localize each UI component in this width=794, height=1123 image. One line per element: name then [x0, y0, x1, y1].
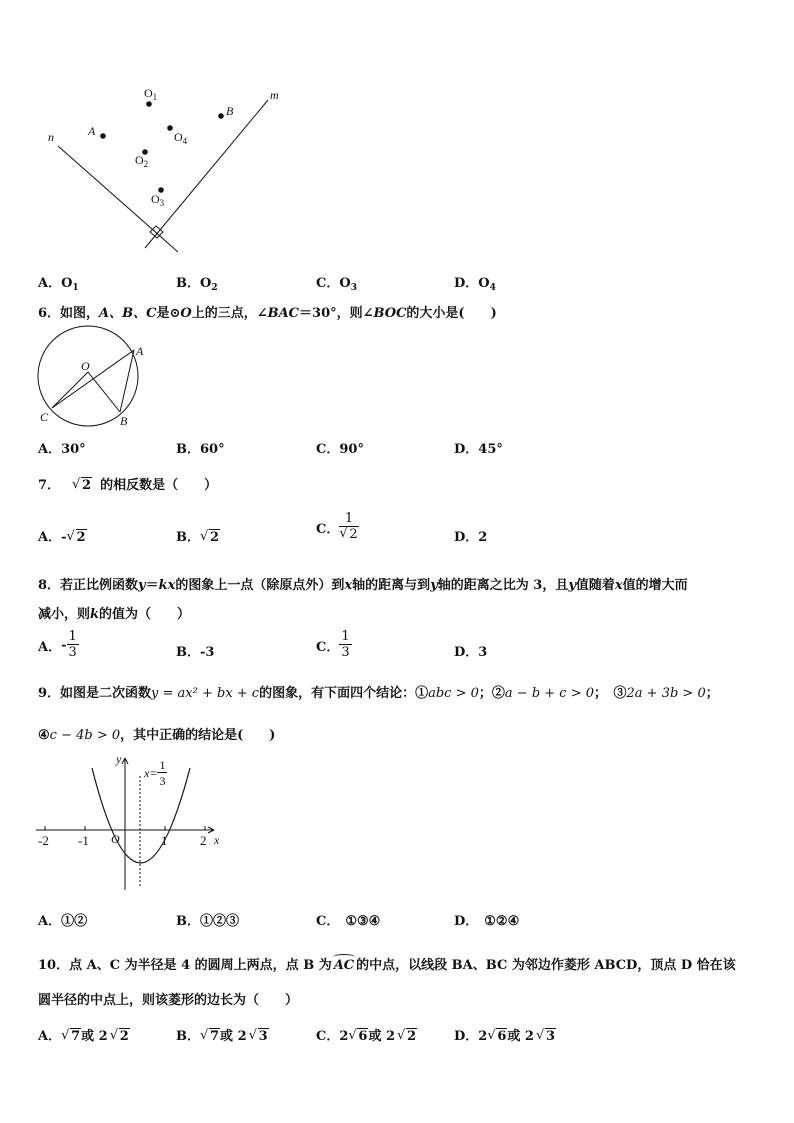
q8-option-a[interactable]: A．- $\frac{1}{3}$	[38, 629, 77, 660]
q6-figure	[0, 320, 160, 430]
q10-option-b[interactable]: B．√ 7或 2√ 3	[176, 1025, 269, 1044]
seg-OB	[88, 372, 120, 412]
point-O4	[167, 125, 173, 131]
q6-label-O: O	[81, 359, 90, 373]
q7-stem: 7．√ 2 的相反数是（ ）	[38, 474, 217, 493]
q6-option-d[interactable]: D．45°	[454, 442, 503, 457]
label-A: A	[88, 124, 96, 138]
q5-figure	[0, 0, 300, 270]
q6-stem: 6．如图，A、B、C是⊙O上的三点，∠BAC＝30°，则∠BOC的大小是( )	[38, 306, 497, 321]
label-O4: $O_4$	[174, 130, 188, 146]
q9-stem-line1: 9．如图是二次函数y = ax² + bx + c的图象，有下面四个结论：①abc > 0；②a − b + c > 0； ③2a + 3b > 0；	[38, 686, 719, 701]
q8-stem-line2: 减小，则k的值为（ ）	[38, 607, 191, 622]
line-m	[145, 100, 268, 248]
q6-label-A: A	[136, 344, 144, 358]
q8-stem-line1: 8．若正比例函数y＝kx的图象上一点（除原点外）到x轴的距离与到y轴的距离之比为 3，且y值随着x值的增大而	[38, 578, 688, 593]
q9-y-label: y	[116, 752, 122, 766]
seg-CA	[52, 350, 134, 408]
q9-option-a[interactable]: A．①②	[38, 914, 88, 929]
q9-option-d[interactable]: D． ①②④	[454, 914, 520, 929]
label-B: B	[226, 104, 234, 118]
q6-option-b[interactable]: B．60°	[176, 442, 225, 457]
q8-option-d[interactable]: D．3	[454, 645, 488, 660]
circle-O	[38, 326, 138, 426]
right-angle-mark	[150, 226, 163, 238]
q7-option-a[interactable]: A．-√ 2	[38, 526, 87, 545]
arc-ac: AC	[332, 958, 356, 973]
seg-OC	[52, 372, 88, 408]
parabola	[92, 768, 190, 863]
q7-option-c[interactable]: C． 1 √ 2	[316, 512, 359, 543]
q5-option-c[interactable]: C．$O_3$	[316, 276, 357, 293]
q6-label-B: B	[120, 414, 128, 428]
q10-option-d[interactable]: D．2√ 6或 2√ 3	[454, 1025, 556, 1044]
q9-origin-label: O	[111, 832, 120, 846]
point-A	[100, 133, 106, 139]
q10-stem-line1: 10．点 A、C 为半径是 4 的圆周上两点，点 B 为 AC 的中点，以线段 BA、BC 为邻边作菱形 ABCD，顶点 D 恰在该	[38, 954, 736, 973]
q9-x-label: x	[214, 833, 220, 847]
q9-graph	[0, 748, 240, 898]
q5-option-a[interactable]: A．$O_1$	[38, 276, 79, 293]
q8-option-c[interactable]: C． $\frac{1}{3}$	[316, 629, 350, 660]
q9-tick-label-m2: -2	[38, 833, 49, 848]
q6-option-c[interactable]: C．90°	[316, 442, 364, 457]
point-O1	[146, 101, 152, 107]
q6-label-C: C	[40, 410, 49, 424]
q10-option-c[interactable]: C．2√ 6或 2√ 2	[316, 1025, 417, 1044]
label-O1: $O_1$	[144, 86, 158, 102]
q9-option-c[interactable]: C． ①③④	[316, 914, 381, 929]
q9-option-b[interactable]: B．①②③	[176, 914, 240, 929]
q5-option-b[interactable]: B．$O_2$	[176, 276, 218, 293]
label-O3: $O_3$	[151, 192, 165, 208]
q7-option-b[interactable]: B．√ 2	[176, 526, 220, 545]
q9-tick-label-m1: -1	[78, 833, 89, 848]
q7-option-d[interactable]: D．2	[454, 530, 488, 545]
q9-tick-label-1: 1	[161, 833, 168, 848]
point-B	[218, 113, 224, 119]
q9-stem-line2: ④c − 4b > 0，其中正确的结论是( )	[38, 728, 276, 743]
q6-option-a[interactable]: A．30°	[38, 442, 86, 457]
q8-option-b[interactable]: B．-3	[176, 645, 215, 660]
label-m: m	[270, 88, 279, 102]
q10-stem-line2: 圆半径的中点上，则该菱形的边长为（ ）	[38, 993, 299, 1008]
q5-option-d[interactable]: D．$O_4$	[454, 276, 496, 293]
q10-option-a[interactable]: A．√ 7或 2√ 2	[38, 1025, 130, 1044]
q9-tick-label-2: 2	[200, 833, 207, 848]
q9-axis-label: x= $\frac{1}{3}$	[144, 758, 166, 788]
label-n: n	[48, 130, 54, 144]
seg-AB	[120, 350, 134, 412]
label-O2: $O_2$	[135, 153, 149, 169]
